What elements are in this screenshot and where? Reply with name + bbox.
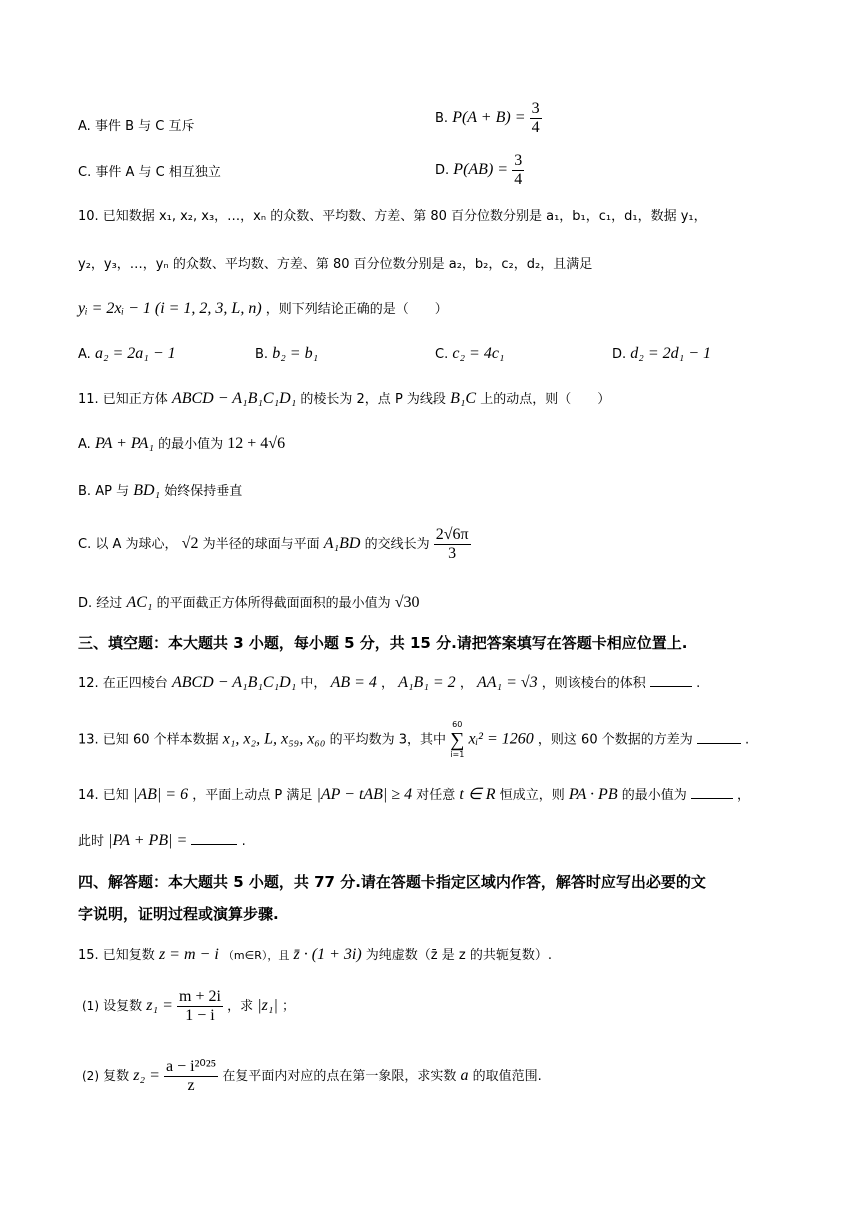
q12-math: ABCD − A₁B₁C₁D₁	[171, 674, 297, 691]
sum-upper: 60	[452, 720, 463, 729]
q14-text: 恒成立，则	[499, 788, 565, 803]
q12-text: ，则该棱台的体积	[541, 676, 646, 691]
denominator: 3	[448, 545, 457, 562]
fraction	[164, 1058, 218, 1095]
q14-math: |PA + PB| =	[108, 832, 188, 849]
q10-condition: yᵢ = 2xᵢ − 1 (i = 1, 2, 3, L, n)	[78, 300, 262, 317]
numerator: m + 2i	[179, 988, 221, 1005]
option-label: D.	[78, 596, 93, 611]
q13-math: xᵢ² = 1260	[468, 730, 534, 748]
option-value: 12 + 4√6	[227, 435, 286, 452]
q12-text: ，	[381, 676, 395, 691]
option-label: A.	[78, 437, 91, 452]
q14-text: 此时	[78, 834, 105, 849]
q14-text: 14. 已知	[78, 788, 129, 803]
option-text: AP 与	[95, 484, 130, 499]
q13-math: x₁, x₂, L, x₅₉, x₆₀	[222, 730, 326, 748]
q11-option-d	[78, 594, 420, 613]
q12-text: .	[696, 676, 701, 691]
fraction	[530, 100, 542, 137]
q15-stem	[78, 946, 552, 965]
answer-blank[interactable]	[650, 674, 692, 687]
q13-text: ，则这 60 个数据的方差为	[537, 732, 693, 748]
option-text: 以 A 为球心，	[95, 537, 178, 552]
q9-option-a	[78, 118, 194, 136]
part-text: ，求	[227, 999, 254, 1014]
q14-text: ，	[737, 788, 751, 803]
fraction	[177, 988, 223, 1025]
stem-text: 11. 已知正方体	[78, 392, 168, 407]
sigma-icon: ∑	[450, 729, 465, 751]
q10-option-c	[435, 345, 504, 364]
fraction	[512, 152, 524, 189]
option-label: B.	[78, 484, 92, 499]
q11-option-b	[78, 482, 242, 501]
denominator: z	[187, 1077, 195, 1094]
q9-option-c	[78, 164, 221, 182]
q15-text: （m∈R），且	[222, 949, 290, 962]
option-text: 始终保持垂直	[164, 484, 243, 499]
option-math: A₁BD	[323, 535, 361, 552]
q15-part-1	[82, 988, 295, 1025]
q14-text: 的最小值为	[621, 788, 687, 803]
option-label: B.	[255, 347, 269, 362]
q14-math: PA · PB	[568, 786, 618, 803]
option-math: √2	[181, 535, 199, 552]
q12-text: ，	[459, 676, 473, 691]
section-4-heading-line-2: 字说明，证明过程或演算步骤.	[78, 905, 279, 923]
part-math: z₁ =	[146, 997, 173, 1014]
q12-math: AA₁ = √3	[476, 674, 538, 691]
part-text: 的取值范围.	[472, 1069, 542, 1084]
q12-math: AB = 4	[330, 674, 377, 691]
option-label: D.	[612, 347, 627, 362]
option-label: A.	[78, 119, 91, 134]
answer-blank[interactable]	[691, 786, 733, 799]
q9-option-d	[435, 152, 524, 189]
q15-math: z̄ · (1 + 3i)	[293, 946, 362, 963]
denominator: 4	[531, 119, 540, 136]
q12-text: 12. 在正四棱台	[78, 676, 168, 691]
fraction	[434, 526, 471, 563]
sum-lower: i=1	[450, 750, 465, 759]
part-math: |z₁|	[257, 997, 278, 1014]
q14-math: |AB| = 6	[132, 786, 189, 803]
option-label: C.	[435, 347, 449, 362]
option-text: 的交线长为	[364, 537, 430, 552]
summation	[450, 720, 464, 760]
part-math: a	[460, 1067, 469, 1084]
q14-text: ，平面上动点 P 满足	[192, 788, 313, 803]
option-text: 的最小值为	[158, 437, 224, 452]
stem-math: ABCD − A₁B₁C₁D₁	[171, 390, 297, 407]
numerator: 3	[531, 100, 540, 117]
option-math: AC₁	[126, 594, 153, 611]
part-label: (1)	[82, 999, 99, 1013]
stem-math: B₁C	[450, 390, 477, 407]
q15-part-2	[82, 1058, 542, 1095]
option-label: C.	[78, 165, 92, 180]
option-value: √30	[394, 594, 420, 611]
q10-line-2: y₂，y₃，…，yₙ 的众数、平均数、方差、第 80 百分位数分别是 a₂，b₂，c₂，d₂，且满足	[78, 257, 593, 272]
q11-option-a	[78, 435, 285, 454]
option-expression: d₂ = 2d₁ − 1	[630, 345, 712, 362]
q14-line-1	[78, 786, 750, 805]
q15-text: 为纯虚数（z̄ 是 z 的共轭复数）.	[365, 948, 552, 963]
q10-prompt: ，则下列结论正确的是（ ）	[265, 302, 448, 317]
q14-math: t ∈ R	[459, 786, 496, 803]
option-text: 事件 B 与 C 互斥	[94, 119, 195, 134]
q10-line-1: 10. 已知数据 x₁, x₂, x₃，…，xₙ 的众数、平均数、方差、第 80 百分位数分别是 a₁，b₁，c₁，d₁，数据 y₁，	[78, 209, 707, 224]
numerator: a − i²⁰²⁵	[166, 1058, 217, 1075]
q13-text: 13. 已知 60 个样本数据	[78, 732, 219, 748]
option-math: PA + PA₁	[94, 435, 154, 452]
q13-text: 的平均数为 3，其中	[329, 732, 446, 748]
q13-text: .	[745, 732, 750, 748]
q14-text: 对任意	[416, 788, 456, 803]
q9-option-b	[435, 100, 542, 137]
stem-text: 的棱长为 2，点 P 为线段	[300, 392, 446, 407]
q14-math: |AP − tAB| ≥ 4	[316, 786, 413, 803]
part-text: 复数	[103, 1069, 130, 1084]
option-expression: c₂ = 4c₁	[452, 345, 505, 362]
q12	[78, 674, 700, 693]
option-math: BD₁	[133, 482, 161, 499]
part-math: z₂ =	[133, 1067, 160, 1084]
option-label: D.	[435, 163, 450, 178]
q14-line-2	[78, 832, 246, 851]
option-expression: a₂ = 2a₁ − 1	[94, 345, 176, 362]
option-text: 事件 A 与 C 相互独立	[95, 165, 221, 180]
part-text: 设复数	[103, 999, 143, 1014]
part-text: ；	[281, 999, 295, 1014]
option-expression: P(A + B) =	[452, 109, 526, 126]
q15-math: z = m − i	[158, 946, 219, 963]
q15-text: 15. 已知复数	[78, 948, 155, 963]
section-3-heading: 三、填空题：本大题共 3 小题，每小题 5 分，共 15 分.请把答案填写在答题卡相应位置上.	[78, 634, 688, 652]
q10-option-a	[78, 345, 176, 364]
option-label: B.	[435, 111, 449, 126]
option-text: 经过	[96, 596, 123, 611]
q12-text: 中，	[300, 676, 327, 691]
option-expression: P(AB) =	[453, 161, 509, 178]
option-label: C.	[78, 537, 92, 552]
denominator: 1 − i	[185, 1007, 215, 1024]
denominator: 4	[514, 171, 523, 188]
q11-option-c	[78, 526, 471, 563]
numerator: 2√6π	[435, 526, 469, 543]
option-label: A.	[78, 347, 91, 362]
option-expression: b₂ = b₁	[272, 345, 319, 362]
q10-line-3	[78, 300, 448, 319]
answer-blank[interactable]	[191, 832, 237, 845]
q12-math: A₁B₁ = 2	[398, 674, 456, 691]
numerator: 3	[514, 152, 523, 169]
q10-option-d	[612, 345, 711, 364]
option-text: 为半径的球面与平面	[202, 537, 320, 552]
section-4-heading-line-1: 四、解答题：本大题共 5 小题，共 77 分.请在答题卡指定区域内作答，解答时应写出必要的文	[78, 873, 706, 891]
q13	[78, 720, 749, 760]
option-text: 的平面截正方体所得截面面积的最小值为	[156, 596, 391, 611]
part-label: (2)	[82, 1069, 99, 1083]
part-text: 在复平面内对应的点在第一象限，求实数	[222, 1069, 457, 1084]
q10-option-b	[255, 345, 318, 364]
q14-text: .	[241, 834, 246, 849]
stem-text: 上的动点，则（ ）	[480, 392, 611, 407]
q11-stem	[78, 390, 610, 409]
answer-blank[interactable]	[697, 731, 741, 744]
